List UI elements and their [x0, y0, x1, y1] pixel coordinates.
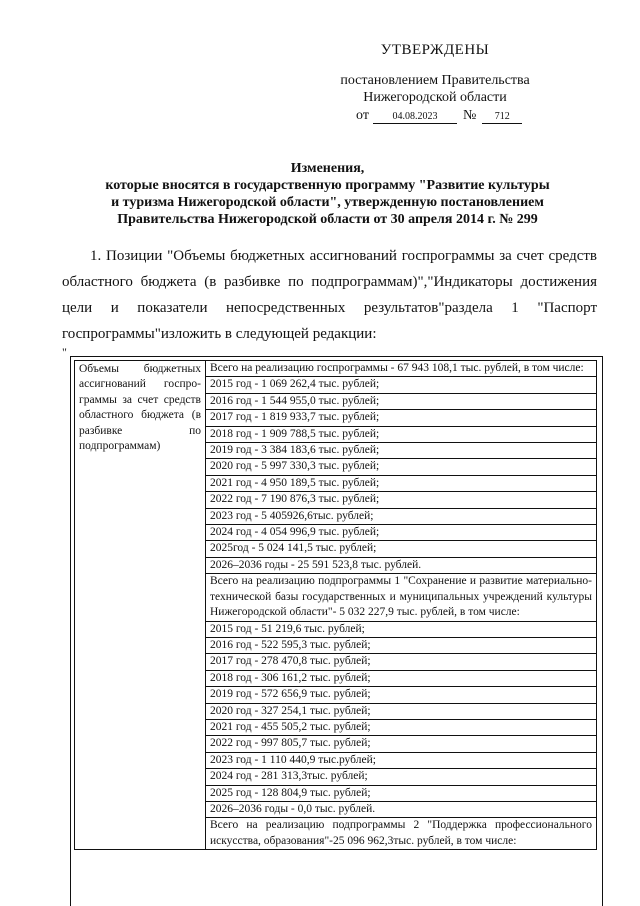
- table-line: 2016 год - 522 595,3 тыс. рублей;: [206, 638, 596, 654]
- number-sign: №: [462, 108, 477, 123]
- table-line: 2018 год - 306 161,2 тыс. рублей;: [206, 671, 596, 687]
- opening-quote: ": [62, 345, 67, 359]
- title-line-2: которые вносятся в государственную программу "Развитие культуры: [105, 178, 550, 193]
- table-line: 2020 год - 5 997 330,3 тыс. рублей;: [206, 459, 596, 475]
- table-line: Всего на реализацию подпрограммы 2 "Поддержка профессионального искусства, образования"-25 096 962,3тыс. рублей, в том числе:: [210, 819, 592, 847]
- table-outer-frame: [70, 356, 603, 906]
- table-line: Всего на реализацию подпрограммы 1 "Сохранение и развитие материально-технической базы государственных и муниципальных учреждений культуры Нижегородской области"- 5 032 227,9 тыс. рублей, в том числе:: [206, 574, 596, 621]
- table-line: 2020 год - 327 254,1 тыс. рублей;: [206, 704, 596, 720]
- table-line: 2015 год - 51 219,6 тыс. рублей;: [206, 622, 596, 638]
- table-line: 2015 год - 1 069 262,4 тыс. рублей;: [206, 377, 596, 393]
- title-line-1: Изменения,: [290, 161, 365, 176]
- document-title: [70, 160, 585, 228]
- table-line: 2018 год - 1 909 788,5 тыс. рублей;: [206, 427, 596, 443]
- table-line: 2026–2036 годы - 25 591 523,8 тыс. рублей.: [206, 558, 596, 574]
- table-line: 2025 год - 128 804,9 тыс. рублей;: [206, 786, 596, 802]
- approved-by-line: постановлением Правительства: [340, 73, 530, 88]
- table-label-cell: Объемы бюджетных ассигнований госпро-граммы за счет средств областного бюджета (в разбивке по подпрограммам): [75, 361, 206, 850]
- title-line-3: и туризма Нижегородской области", утвержденную постановлением: [111, 195, 544, 210]
- table-line: 2017 год - 278 470,8 тыс. рублей;: [206, 654, 596, 670]
- table-line: 2019 год - 3 384 183,6 тыс. рублей;: [206, 443, 596, 459]
- table-line: 2021 год - 4 950 189,5 тыс. рублей;: [206, 476, 596, 492]
- table-line: 2023 год - 1 110 440,9 тыс.рублей;: [206, 753, 596, 769]
- table-line: 2022 год - 997 805,7 тыс. рублей;: [206, 736, 596, 752]
- table-line: 2021 год - 455 505,2 тыс. рублей;: [206, 720, 596, 736]
- from-label: от: [356, 108, 369, 123]
- table-line: 2023 год - 5 405926,6тыс. рублей;: [206, 509, 596, 525]
- table-line: 2025год - 5 024 141,5 тыс. рублей;: [206, 541, 596, 557]
- approval-block: [330, 42, 540, 106]
- table-line: 2022 год - 7 190 876,3 тыс. рублей;: [206, 492, 596, 508]
- body-paragraph: [62, 243, 597, 347]
- approval-date: 04.08.2023: [373, 111, 457, 124]
- paragraph-text: 1. Позиции "Объемы бюджетных ассигнований госпрограммы за счет средств областного бюджета (в разбивке по подпрограммам)","Индикаторы достижения цели и показатели непосредственных результатов"раздела 1 "Паспорт госпрограммы"изложить в следующей редакции:: [62, 248, 597, 342]
- approval-number: 712: [482, 111, 522, 124]
- approved-region-line: Нижегородской области: [363, 90, 507, 105]
- approved-heading: УТВЕРЖДЕНЫ: [380, 42, 490, 58]
- table-line: 2024 год - 281 313,3тыс. рублей;: [206, 769, 596, 785]
- table-line: 2019 год - 572 656,9 тыс. рублей;: [206, 687, 596, 703]
- approval-date-line: [356, 108, 522, 124]
- table-line: 2017 год - 1 819 933,7 тыс. рублей;: [206, 410, 596, 426]
- table-line: 2026–2036 годы - 0,0 тыс. рублей.: [206, 802, 596, 818]
- table-line: Всего на реализацию госпрограммы - 67 943 108,1 тыс. рублей, в том числе:: [206, 361, 596, 377]
- title-line-4: Правительства Нижегородской области от 30 апреля 2014 г. № 299: [117, 212, 538, 227]
- table-line: 2016 год - 1 544 955,0 тыс. рублей;: [206, 394, 596, 410]
- table-line: 2024 год - 4 054 996,9 тыс. рублей;: [206, 525, 596, 541]
